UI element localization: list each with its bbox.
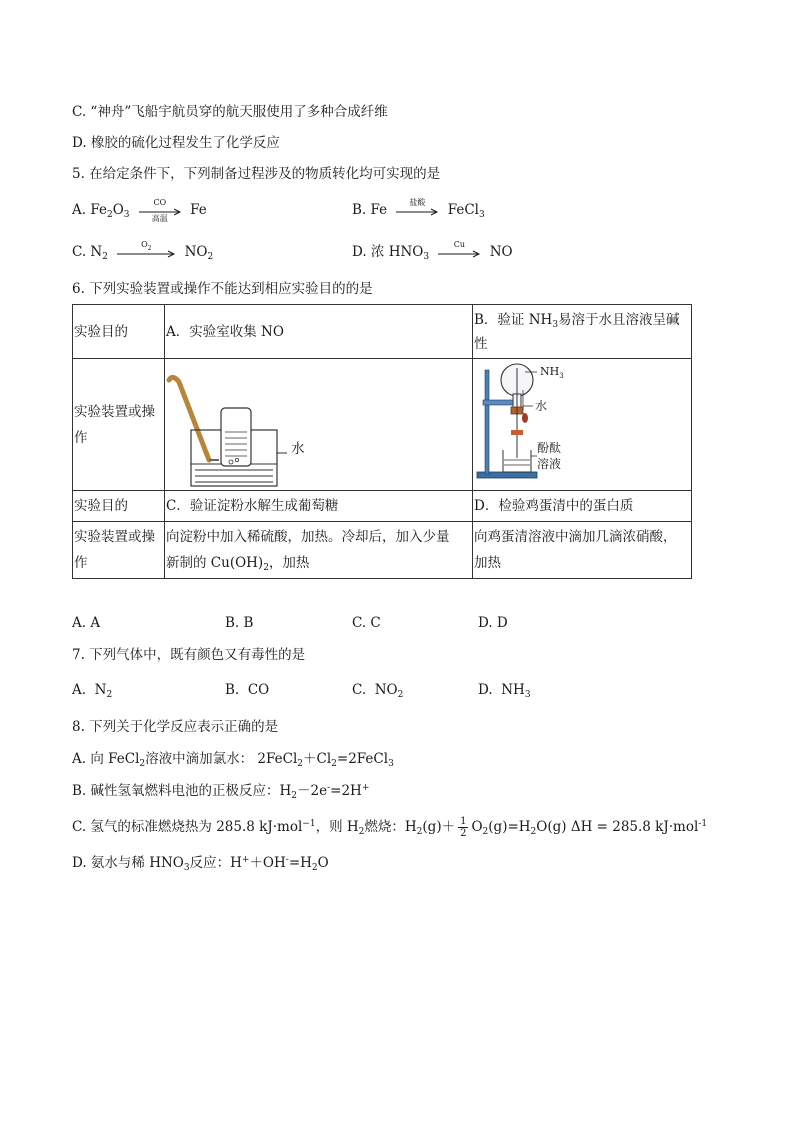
reaction-arrow: 盐酸 [394, 202, 440, 220]
gas-collection-apparatus-figure [165, 360, 473, 490]
q7-option-b: B. CO [225, 682, 270, 698]
q6-stem: 6. 下列实验装置或操作不能达到相应实验目的的是 [72, 281, 373, 297]
reaction-arrow: CO 高温 [137, 202, 183, 220]
row-label: 实验目的 [73, 491, 165, 522]
table-row [73, 305, 692, 359]
q7-option-a: A. $N_2$ [72, 682, 113, 700]
solution-label: 溶液 [537, 456, 562, 471]
table-row [73, 522, 692, 579]
water-label: 水 [291, 440, 305, 457]
option-c-operation: 向淀粉中加入稀硫酸，加热。冷却后，加入少量 新制的 $Cu(OH)_2$，加热 [165, 522, 473, 579]
q7-stem: 7. 下列气体中，既有颜色又有毒性的是 [72, 647, 306, 663]
q5-option-b: B. Fe 盐酸 FeCl$_3$ [352, 197, 485, 220]
option-d-operation: 向鸡蛋清溶液中滴加几滴浓硝酸， 加热 [473, 522, 692, 579]
q8-option-c: C. 氢气的标准燃烧热为 285.8 kJ·mol$^{-1}$，则 $H_2$燃烧：$H_2(g)+$ $\frac{1}{2}$ $O_2(g)=H_2O(g) \Delta H = 285.8$ kJ·mol$^{-1}$ [72, 816, 708, 839]
option-b-apparatus [473, 359, 692, 491]
q7-option-d: D. $NH_3$ [478, 682, 531, 700]
fountain-experiment-figure [473, 360, 692, 490]
phenolphthalein-label: 酚酞 [537, 440, 562, 455]
q6-answer-d: D. D [478, 615, 508, 631]
q8-option-a: A. 向 FeCl$_2$溶液中滴加氯水： $2FeCl_2+Cl_2=2FeCl_3$ [72, 751, 394, 769]
option-a-purpose: A．实验室收集 NO [165, 305, 473, 359]
q6-answer-b: B. B [225, 615, 254, 631]
q4-option-c: C. “神舟”飞船宇航员穿的航天服使用了多种合成纤维 [72, 104, 388, 120]
q6-answer-c: C. C [352, 615, 381, 631]
table-row [73, 491, 692, 522]
option-c-purpose: C．验证淀粉水解生成葡萄糖 [165, 491, 473, 522]
q4-option-d: D. 橡胶的硫化过程发生了化学反应 [72, 135, 280, 151]
q8-stem: 8. 下列关于化学反应表示正确的是 [72, 719, 279, 735]
reaction-arrow: $O_2$ [115, 244, 177, 262]
q6-answer-a: A. A [72, 615, 101, 631]
option-d-purpose: D．检验鸡蛋清中的蛋白质 [473, 491, 692, 522]
row-label: 实验目的 [73, 305, 165, 359]
nh3-label: $NH_3$ [540, 364, 564, 380]
option-a-apparatus [165, 359, 473, 491]
water-label: 水 [535, 398, 548, 413]
q7-option-c: C. $NO_2$ [352, 682, 404, 700]
table-row [73, 359, 692, 491]
q5-stem: 5. 在给定条件下，下列制备过程涉及的物质转化均可实现的是 [72, 166, 441, 182]
reaction-arrow: Cu [436, 244, 482, 262]
q5-option-a: A. $Fe_2O_3$ CO 高温 Fe [72, 197, 207, 223]
q5-option-c: C. $N_2$ $O_2$ $NO_2$ [72, 239, 214, 262]
q5-option-d: D. 浓 $HNO_3$ Cu NO [352, 239, 513, 262]
q8-option-d: D. 氨水与稀 $HNO_3$反应：$H^++OH^-=H_2O$ [72, 855, 329, 873]
option-b-purpose: B．验证 $NH_3$易溶于水且溶液呈碱 性 [473, 305, 692, 359]
q6-table [72, 304, 692, 579]
row-label: 实验装置或操作 [73, 522, 165, 579]
q8-option-b: B. 碱性氢氧燃料电池的正极反应：$H_2-2e^-=2H^+$ [72, 783, 370, 801]
fraction: $\frac{1}{2}$ [460, 816, 467, 839]
row-label: 实验装置或操作 [73, 359, 165, 491]
